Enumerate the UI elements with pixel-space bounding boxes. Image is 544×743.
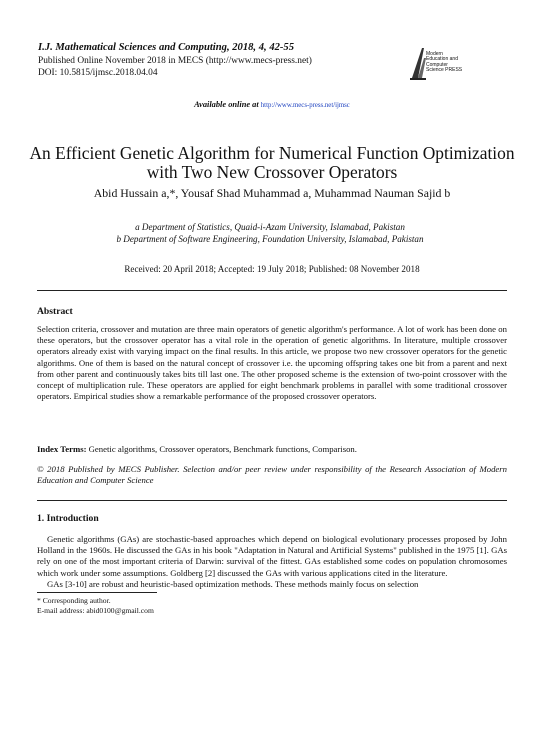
published-online-line: Published Online November 2018 in MECS (http://www.mecs-press.net) bbox=[38, 56, 312, 66]
email-note: E-mail address: abid0100@gmail.com bbox=[37, 606, 154, 615]
title-line-2: with Two New Crossover Operators bbox=[146, 162, 398, 182]
author-list: Abid Hussain a,*, Yousaf Shad Muhammad a, Muhammad Nauman Sajid b bbox=[93, 186, 451, 200]
divider-bottom bbox=[37, 500, 507, 501]
introduction-heading: 1. Introduction bbox=[37, 513, 99, 524]
copyright-notice: © 2018 Published by MECS Publisher. Selection and/or peer review under responsibility of the Research Association of Modern Education and Computer Science bbox=[37, 464, 507, 486]
abstract-heading: Abstract bbox=[37, 306, 73, 317]
doi-line: DOI: 10.5815/ijmsc.2018.04.04 bbox=[38, 68, 158, 78]
footnote-rule bbox=[37, 592, 157, 593]
index-terms-label: Index Terms: bbox=[37, 444, 87, 454]
intro-paragraph-2: GAs [3-10] are robust and heuristic-based optimization methods. These methods mainly focus on selection bbox=[47, 579, 419, 589]
index-terms bbox=[37, 444, 507, 455]
received-dates: Received: 20 April 2018; Accepted: 19 July 2018; Published: 08 November 2018 bbox=[124, 264, 420, 274]
available-online-label: Available online at bbox=[194, 100, 259, 109]
journal-url-link[interactable]: http://www.mecs-press.net/ijmsc bbox=[260, 102, 350, 109]
intro-paragraph-1: Genetic algorithms (GAs) are stochastic-based approaches which depend on biological evolutionary processes proposed by John Holland in the 1960s. He discussed the GAs in his book "Adaptation in Natural and Artificial Systems" published in the 1975 [1]. GAs rely on one of the most important criteria of Darwin: survival of the fittest. GAs established some codes on population chromosomes which work under some assumptions. Goldberg [2] discussed the GAs with various applications cited in the literature. bbox=[37, 534, 507, 578]
index-terms-text: Genetic algorithms, Crossover operators, Benchmark functions, Comparison. bbox=[88, 444, 357, 454]
abstract-text: Selection criteria, crossover and mutation are three main operators of genetic algorithm's performance. A lot of work has been done on these operators, but the crossover operator has a vital role in the operation of genetic algorithms. In literature, multiple crossover operators already exist with varying impact on the final results. In this article, we propose two new crossover operators for the genetic algorithms. One of them is based on the natural concept of crossover i.e. the upcoming offspring takes one bit from a parent and next from other parent and continuously takes bits till last one. The other proposed scheme is the extension of two-point crossover with the concept of multiplication rule. These operators are applied for eight benchmark problems in parallel with some traditional crossover operators. Empirical studies show a remarkable performance of the proposed crossover operators. bbox=[37, 324, 507, 402]
affiliation-a: a Department of Statistics, Quaid-i-Azam University, Islamabad, Pakistan bbox=[135, 222, 405, 232]
journal-citation: I.J. Mathematical Sciences and Computing, 2018, 4, 42-55 bbox=[38, 42, 295, 53]
title-line-1: An Efficient Genetic Algorithm for Numerical Function Optimization bbox=[29, 143, 515, 163]
corresponding-author-note: * Corresponding author. bbox=[37, 596, 111, 605]
logo-wordmark: Modern Education and Computer Science PRESS bbox=[426, 51, 463, 74]
affiliation-b: b Department of Software Engineering, Foundation University, Islamabad, Pakistan bbox=[116, 234, 424, 244]
available-online bbox=[0, 100, 544, 109]
paper-title bbox=[20, 144, 524, 182]
divider-top bbox=[37, 290, 507, 291]
